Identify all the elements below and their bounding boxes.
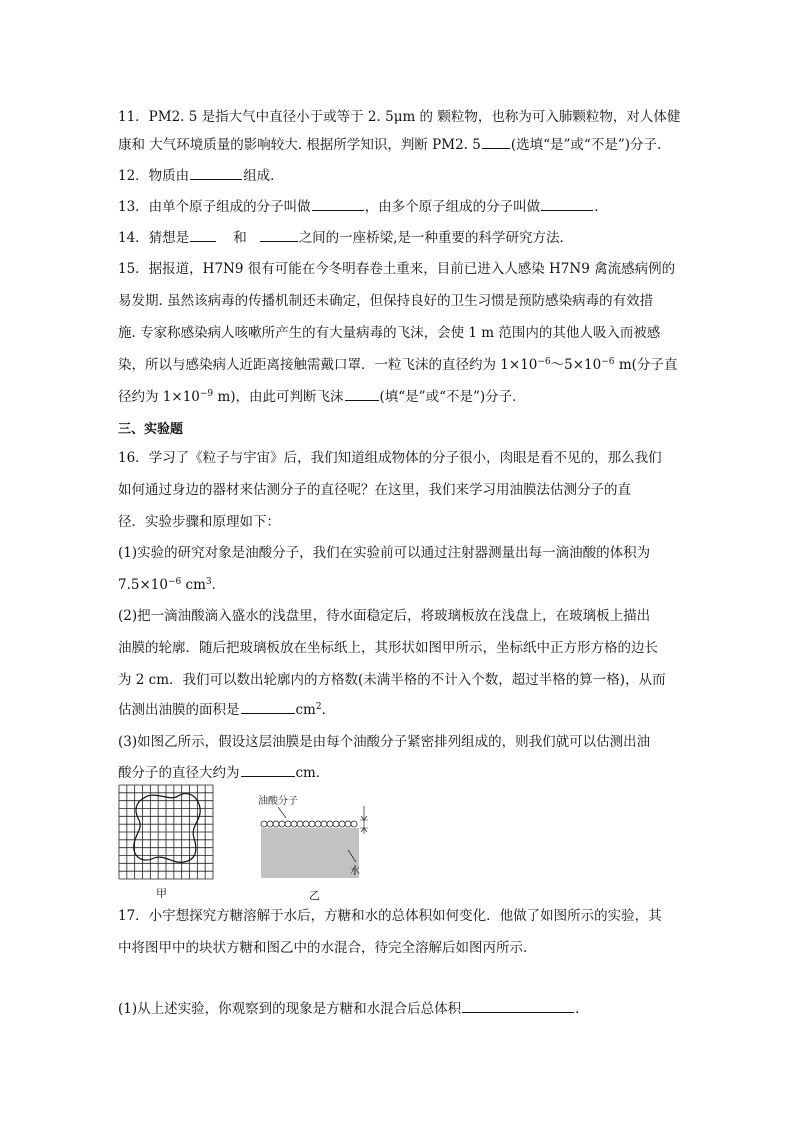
oil-molecule — [351, 821, 357, 827]
oil-molecule — [273, 821, 279, 827]
q17-answer-blank[interactable] — [462, 998, 574, 1013]
q11-text-b: (选填“是”或“不是”)分子. — [510, 137, 662, 153]
q14-line — [118, 226, 573, 246]
q15-line4 — [118, 353, 677, 373]
q16-part2-line2 — [118, 636, 658, 656]
q11-line1 — [118, 105, 680, 125]
oil-molecule — [291, 821, 297, 827]
q15-text-3: 施. 专家称感染病人咳嗽所产生的有大量病毒的飞沫，会使 1 m 范围内的其他人吸入而被感 — [118, 325, 661, 341]
q16-text-2: 如何通过身边的器材来估测分子的直径呢？在这里，我们来学习用油膜法估测分子的直 — [118, 482, 631, 498]
figure-yi-diagram — [252, 790, 382, 882]
q16-diameter-answer-blank[interactable] — [241, 762, 295, 777]
q16-part1-unit-exponent: 3 — [205, 577, 212, 587]
q16-part1-line2 — [118, 573, 225, 593]
q11-text: 11．PM2. 5 是指大气中直径小于或等于 2. 5μm 的 颗粒物，也称为可入肺颗粒物，对人体健 — [118, 109, 681, 125]
q16-line1 — [118, 446, 662, 466]
q16-part3-line2 — [118, 761, 329, 781]
q15-exponent-3: −9 — [199, 389, 214, 399]
oil-molecule — [303, 821, 309, 827]
section-heading: 三、实验题 — [118, 422, 184, 437]
q16-area-unit-exponent: 2 — [315, 702, 322, 712]
oil-molecule — [321, 821, 327, 827]
q16-part2-text-1: (2)把一滴油酸滴入盛水的浅盘里，待水面稳定后，将玻璃板放在浅盘上，在玻璃板上描出 — [118, 608, 651, 624]
q16-part2-line1 — [118, 604, 650, 624]
q14-text-c: 之间的一座桥梁,是一种重要的科学研究方法． — [298, 230, 573, 246]
q15-line5 — [118, 385, 526, 405]
q16-part2-text-3: 为 2 cm．我们可以数出轮廓内的方格数(未满半格的不计入个数，超过半格的算一格)，从而 — [118, 672, 666, 688]
q16-line2 — [118, 478, 631, 498]
oil-molecule — [345, 821, 351, 827]
q12-line — [118, 164, 284, 184]
q13-text-a: 13．由单个原子组成的分子叫做 — [118, 199, 311, 215]
q14-answer-blank-1[interactable] — [190, 227, 216, 242]
q15-text-5b: m)，由此可判断飞沫 — [213, 389, 344, 405]
q16-part1-value: 7.5×10 — [118, 577, 168, 593]
oil-molecule — [309, 821, 315, 827]
oil-molecule — [333, 821, 339, 827]
q13-text-b: ，由多个原子组成的分子叫做 — [364, 199, 541, 215]
q17-line2 — [118, 936, 537, 956]
oil-molecule — [315, 821, 321, 827]
oil-molecule — [327, 821, 333, 827]
q13-line — [118, 195, 608, 215]
water-hatching — [262, 828, 358, 878]
q16-part1-end: ． — [211, 577, 226, 593]
q16-part1-line1 — [118, 541, 650, 561]
q16-diameter-unit: cm． — [295, 765, 330, 781]
q15-line2 — [118, 289, 653, 309]
q17-part1-line — [118, 997, 589, 1017]
q16-part2-text-2: 油膜的轮廓．随后把玻璃板放在坐标纸上，其形状如图甲所示，坐标纸中正方形方格的边长 — [118, 640, 658, 656]
q15-text-4c: m(分子直 — [614, 357, 678, 373]
q14-text-b: 和 — [233, 230, 247, 246]
q15-line3 — [118, 321, 660, 341]
q16-part1-exponent: −6 — [167, 577, 182, 587]
oil-molecule — [267, 821, 273, 827]
q15-text-4b: ～5×10 — [550, 357, 602, 373]
q15-line1 — [118, 257, 675, 277]
oil-molecule-row — [261, 821, 357, 827]
q15-text-1: 15．据报道，H7N9 很有可能在今冬明春卷土重来，目前已进入人感染 H7N9 禽流感病例的 — [118, 261, 676, 277]
figure-jia-label: 甲 — [156, 887, 167, 900]
q15-answer-blank[interactable] — [345, 386, 379, 401]
q16-text-3: 径．实验步骤和原理如下： — [118, 514, 280, 530]
q17-line1 — [118, 904, 662, 924]
oil-molecule — [297, 821, 303, 827]
q16-part2-line4 — [118, 698, 335, 718]
q16-part1-text: (1)实验的研究对象是油酸分子，我们在实验前可以通过注射器测量出每一滴油酸的体积为 — [118, 545, 651, 561]
oil-molecule — [279, 821, 285, 827]
q16-area-unit: cm — [295, 702, 316, 718]
q16-part3-text-2: 酸分子的直径大约为 — [118, 765, 240, 781]
oil-molecule — [261, 821, 267, 827]
q17-text-1: 17．小宇想探究方糖溶解于水后，方糖和水的总体积如何变化．他做了如图所示的实验，其 — [118, 908, 662, 924]
q12-text-a: 12．物质由 — [118, 168, 190, 184]
q12-text-b: 组成． — [243, 168, 284, 184]
q15-text-5a: 径约为 1×10 — [118, 389, 200, 405]
q15-text-5c: (填“是”或“不是”)分子． — [379, 389, 526, 405]
q17-part1-text: (1)从上述实验，你观察到的现象是方糖和水混合后总体积 — [118, 1001, 462, 1017]
q15-text-4a: 染，所以与感染病人近距离接触需戴口罩．一粒飞沫的直径约为 1×10 — [118, 357, 538, 373]
oil-molecule-pointer — [278, 807, 286, 818]
q11-answer-blank[interactable] — [482, 134, 510, 149]
q13-answer-blank-1[interactable] — [312, 196, 364, 211]
q17-part1-end: ． — [575, 1001, 589, 1017]
q15-exponent-2: −6 — [601, 357, 615, 367]
q11-text-a: 康和 大气环境质量的影响较大. 根据所学知识，判断 PM2. 5 — [118, 137, 481, 153]
q17-text-2: 中将图甲中的块状方糖和图乙中的水混合，待完全溶解后如图丙所示． — [118, 940, 537, 956]
q13-text-c: ． — [594, 199, 608, 215]
figure-yi-label: 乙 — [309, 889, 320, 902]
oil-film-outline — [134, 794, 200, 863]
q16-part1-unit: cm — [181, 577, 206, 593]
q16-part3-text-1: (3)如图乙所示，假设这层油膜是由每个油酸分子紧密排列组成的，则我们就可以估测出油 — [118, 734, 651, 750]
q16-area-end: ． — [321, 702, 336, 718]
q14-text-a: 14．猜想是 — [118, 230, 190, 246]
q16-part2-text-4: 估测出油膜的面积是 — [118, 702, 240, 718]
q13-answer-blank-2[interactable] — [541, 196, 593, 211]
q16-part3-line1 — [118, 730, 650, 750]
oil-molecule — [285, 821, 291, 827]
q15-exponent-1: −6 — [537, 357, 551, 367]
q16-area-answer-blank[interactable] — [241, 699, 295, 714]
water-label: 水 — [350, 866, 360, 877]
oil-molecule — [339, 821, 345, 827]
q11-line2 — [118, 133, 661, 153]
oil-molecule-label: 油酸分子 — [258, 796, 298, 807]
q12-answer-blank[interactable] — [190, 165, 242, 180]
q16-text-1: 16．学习了《粒子与宇宙》后，我们知道组成物体的分子很小，肉眼是看不见的，那么我们 — [118, 450, 662, 466]
q14-answer-blank-2[interactable] — [260, 227, 298, 242]
q15-text-2: 易发期. 虽然该病毒的传播机制还未确定，但保持良好的卫生习惯是预防感染病毒的有效措 — [118, 293, 654, 309]
q16-part2-line3 — [118, 668, 666, 688]
figure-jia-grid — [118, 784, 214, 880]
q16-line3 — [118, 510, 280, 530]
